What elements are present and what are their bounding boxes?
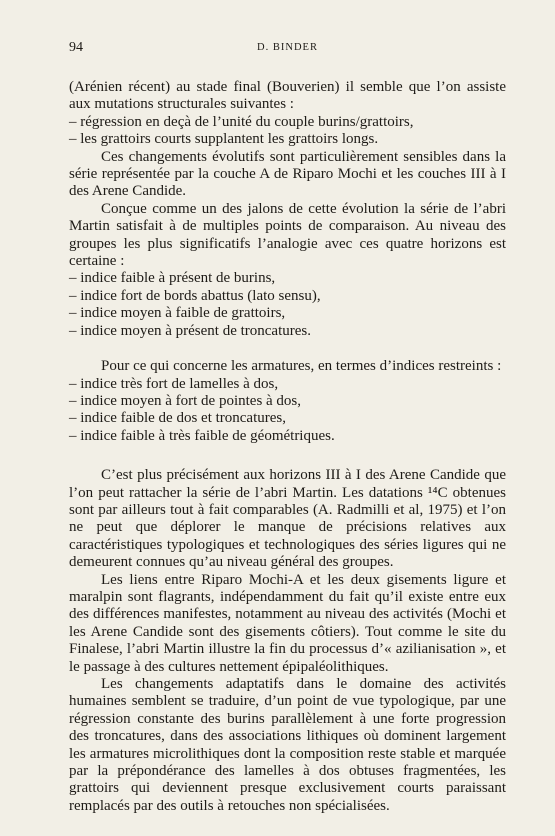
paragraph: Les changements adaptatifs dans le domaine des activités humaines semblent se traduire, d’un point de vue typologique, par une régression constante des burins parallèlement à une forte progression des troncatures, dans des associations lithiques où dominent largement les armatures microlithiques dont la composition reste stable et marquée par la prépondérance des lamelles à dos obtuses fragmentées, les grattoirs qui deviennent presque exclusivement courts paraissant remplacés par des outils à retouches non spécialisées. [69, 676, 506, 814]
body-text [69, 79, 506, 815]
spacer [69, 340, 506, 358]
paragraph: C’est plus précisément aux horizons III à I des Arene Candide que l’on peut rattacher la série de l’abri Martin. Les datations ¹⁴C obtenues sont par ailleurs tout à fait comparables (A. Radmilli et al, 1975) et l’on ne peut que déplorer le manque de précisions relatives aux caractéristiques typologiques et technologiques des séries ligures qui ne demeurent connues qu’au niveau général des groupes. [69, 467, 506, 571]
list-item: – indice faible à très faible de géométriques. [69, 427, 335, 444]
list-item: – régression en deçà de l’unité du couple burins/grattoirs, [69, 113, 414, 130]
list-item: – indice très fort de lamelles à dos, [69, 375, 279, 392]
spacer [69, 445, 506, 467]
page-header [69, 40, 506, 62]
list-item: – indice moyen à présent de troncatures. [69, 322, 311, 339]
paragraph: Conçue comme un des jalons de cette évolution la série de l’abri Martin satisfait à de multiples points de comparaison. Au niveau des groupes les plus significatifs l’analogie avec ces quatre horizons est certaine : [69, 200, 506, 270]
paragraph: Les liens entre Riparo Mochi-A et les deux gisements ligure et maralpin sont flagrants, indépendamment du fait qu’il existe entre eux des différences manifestes, notamment au niveau des activités (Mochi et les Arene Candide sont des gisements côtiers). Tout comme le site du Finalese, l’abri Martin illustre la fin du processus d’« azilianisation », et le passage à des cultures nettement épipaléolithiques. [69, 571, 506, 675]
list-item: – indice moyen à fort de pointes à dos, [69, 392, 302, 409]
running-head-author: D. BINDER [257, 42, 318, 53]
list-item: – indice fort de bords abattus (lato sensu), [69, 287, 321, 304]
paragraph: Ces changements évolutifs sont particulièrement sensibles dans la série représentée par la couche A de Riparo Mochi et les couches III à I des Arene Candide. [69, 148, 506, 200]
list-item: – indice faible de dos et troncatures, [69, 410, 287, 427]
page-number: 94 [69, 40, 83, 55]
list-item: – indice faible à présent de burins, [69, 270, 276, 287]
list-item: – indice moyen à faible de grattoirs, [69, 305, 286, 322]
paragraph: Pour ce qui concerne les armatures, en termes d’indices restreints : [101, 358, 502, 375]
list-item: – les grattoirs courts supplantent les grattoirs longs. [69, 131, 379, 148]
paragraph: (Arénien récent) au stade final (Bouverien) il semble que l’on assiste aux mutations structurales suivantes : [69, 79, 506, 113]
